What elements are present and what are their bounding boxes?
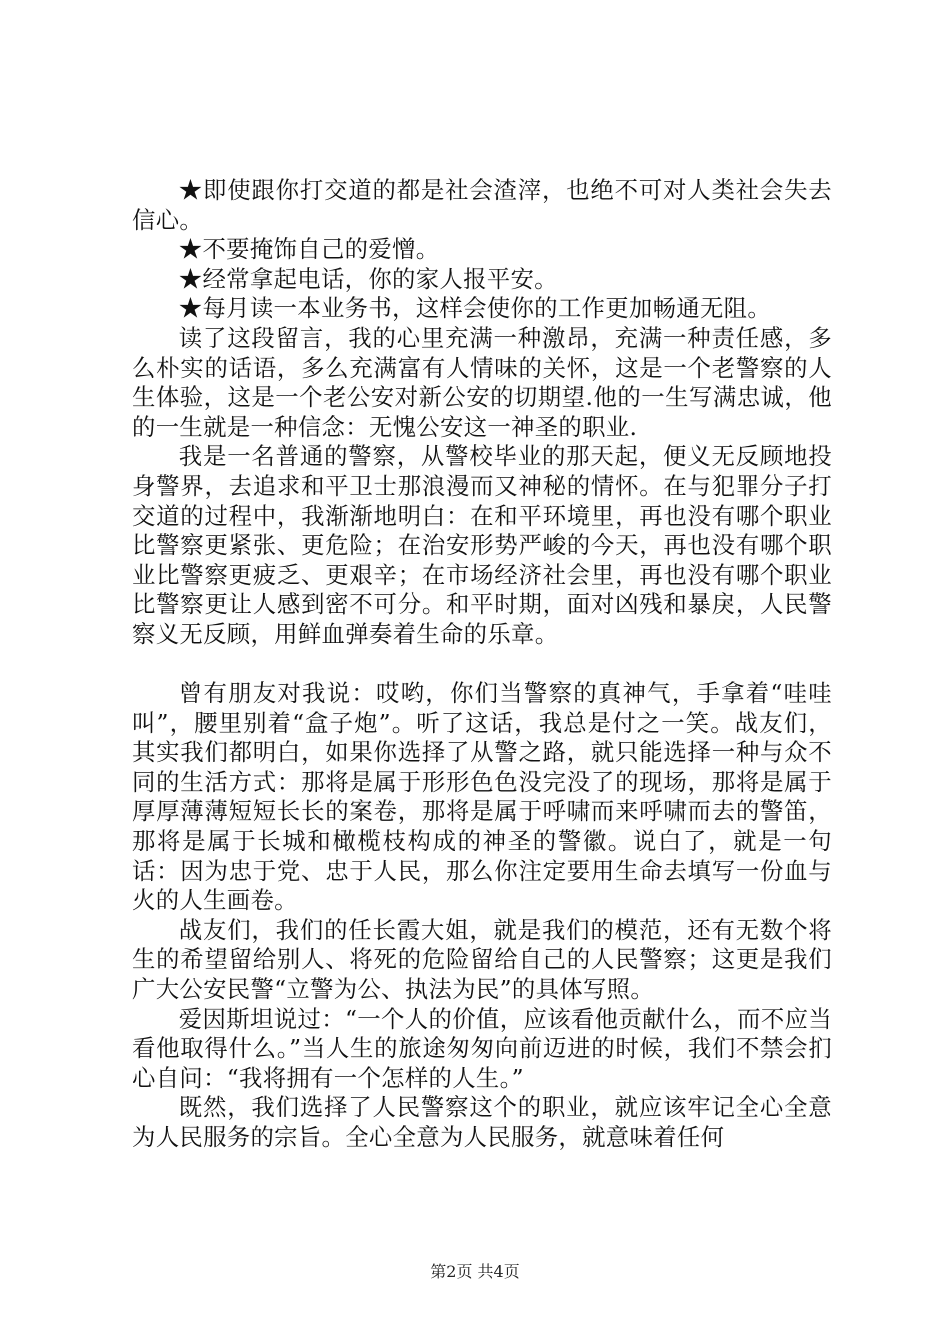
paragraph-8: 战友们，我们的任长霞大姐，就是我们的模范，还有无数个将生的希望留给别人、将死的危险留给自己的人民警察；这更是我们广大公安民警“立警为公、执法为民”的具体写照。 [132,915,832,1004]
paragraph-7: 曾有朋友对我说：哎哟，你们当警察的真神气，手拿着“哇哇叫”，腰里别着“盒子炮”。听了这话，我总是付之一笑。战友们，其实我们都明白，如果你选择了从警之路，就只能选择一种与众不同的生活方式：那将是属于形形色色没完没了的现场，那将是属于厚厚薄薄短短长长的案卷，那将是属于呼啸而来呼啸而去的警笛，那将是属于长城和橄榄枝构成的神圣的警徽。说白了，就是一句话：因为忠于党、忠于人民，那么你注定要用生命去填写一份血与火的人生画卷。 [132,679,832,915]
paragraph-2: ★不要掩饰自己的爱憎。 [178,235,440,264]
paragraph-6: 我是一名普通的警察，从警校毕业的那天起，便义无反顾地投身警界，去追求和平卫士那浪漫而又神秘的情怀。在与犯罪分子打交道的过程中，我渐渐地明白：在和平环境里，再也没有哪个职业比警察更紧张、更危险；在治安形势严峻的今天，再也没有哪个职业比警察更疲乏、更艰辛；在市场经济社会里，再也没有哪个职业比警察更让人感到密不可分。和平时期，面对凶残和暴戾，人民警察义无反顾，用鲜血弹奏着生命的乐章。 [132,442,832,648]
paragraph-4: ★每月读一本业务书，这样会使你的工作更加畅通无阻。 [178,294,772,323]
paragraph-3: ★经常拿起电话，你的家人报平安。 [178,264,558,293]
paragraph-9: 爱因斯坦说过：“一个人的价值，应该看他贡献什么，而不应当看他取得什么。”当人生的旅途匆匆向前迈进的时候，我们不禁会扪心自问：“我将拥有一个怎样的人生。” [132,1004,832,1092]
document-body [132,176,832,1153]
paragraph-1: ★即使跟你打交道的都是社会渣滓，也绝不可对人类社会失去信心。 [132,176,832,234]
page-number-footer: 第2页 共4页 [430,1262,520,1281]
paragraph-10: 既然，我们选择了人民警察这个的职业，就应该牢记全心全意为人民服务的宗旨。全心全意为人民服务，就意味着任何 [132,1093,832,1151]
paragraph-5: 读了这段留言，我的心里充满一种激昂，充满一种责任感，多么朴实的话语，多么充满富有人情味的关怀，这是一个老警察的人生体验，这是一个老公安对新公安的切期望.他的一生写满忠诚，他的一生就是一种信念：无愧公安这一神圣的职业. [132,323,832,441]
